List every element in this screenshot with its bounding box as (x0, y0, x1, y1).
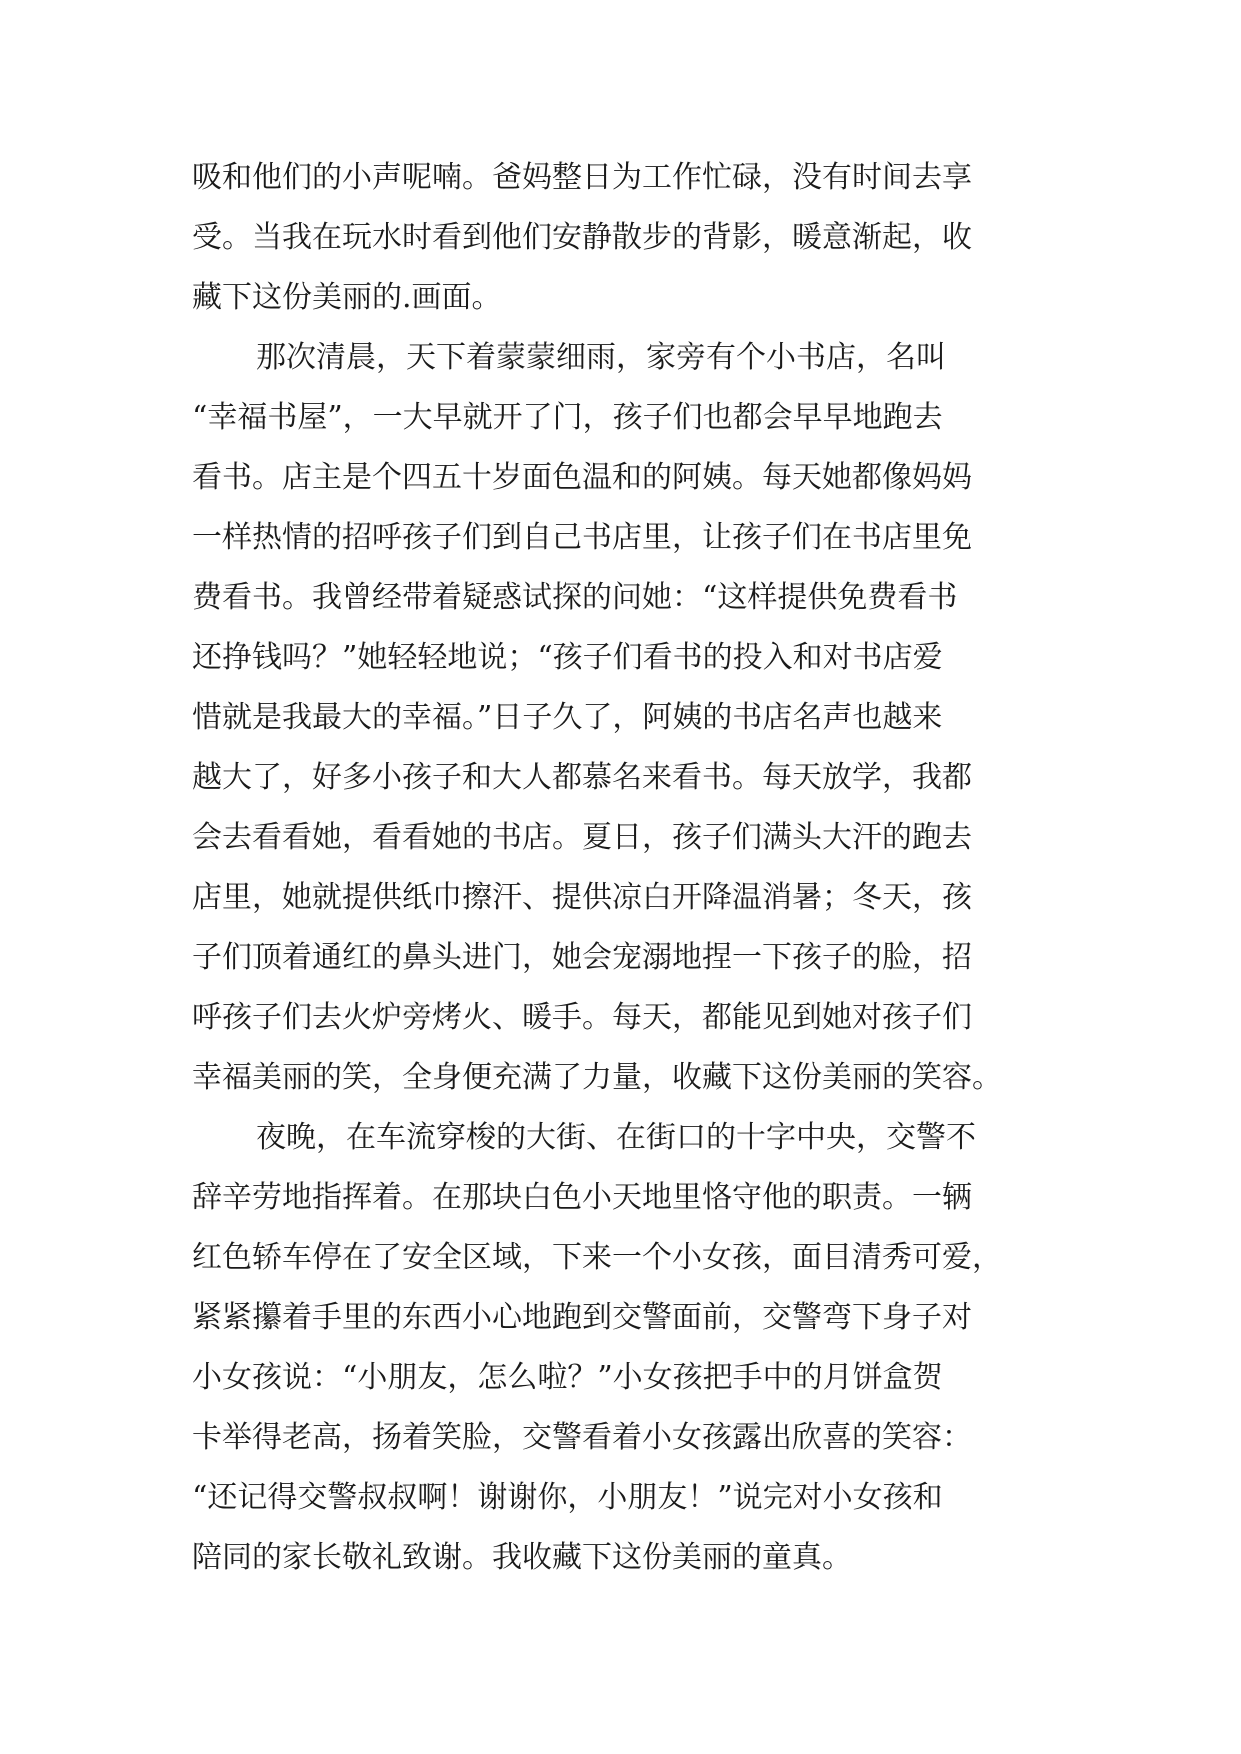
paragraph-line: 陪同的家长敬礼致谢。我收藏下这份美丽的童真。 (192, 1540, 852, 1575)
paragraph-line: “幸福书屋”，一大早就开了门，孩子们也都会早早地跑去 (192, 400, 943, 435)
paragraph-line: 幸福美丽的笑，全身便充满了力量，收藏下这份美丽的笑容。 (192, 1060, 1002, 1095)
paragraph-line: 吸和他们的小声呢喃。爸妈整日为工作忙碌，没有时间去享 (192, 160, 972, 195)
paragraph-line: 店里，她就提供纸巾擦汗、提供凉白开降温消暑；冬天，孩 (192, 880, 972, 915)
paragraph-line: 小女孩说：“小朋友，怎么啦？”小女孩把手中的月饼盒贺 (192, 1360, 943, 1395)
paragraph-line: 藏下这份美丽的.画面。 (192, 280, 502, 315)
paragraph-line: 费看书。我曾经带着疑惑试探的问她：“这样提供免费看书 (192, 580, 958, 615)
paragraph-line: 惜就是我最大的幸福。”日子久了，阿姨的书店名声也越来 (192, 700, 943, 735)
paragraph-line: 紧紧攥着手里的东西小心地跑到交警面前，交警弯下身子对 (192, 1300, 972, 1335)
paragraph-line: 辞辛劳地指挥着。在那块白色小天地里恪守他的职责。一辆 (192, 1180, 972, 1215)
article-body (192, 148, 1052, 1588)
paragraph-line: “还记得交警叔叔啊！谢谢你，小朋友！”说完对小女孩和 (192, 1480, 943, 1515)
paragraph-line: 那次清晨，天下着蒙蒙细雨，家旁有个小书店，名叫 (256, 340, 946, 375)
paragraph-line: 一样热情的招呼孩子们到自己书店里，让孩子们在书店里免 (192, 520, 972, 555)
paragraph-line: 夜晚，在车流穿梭的大街、在街口的十字中央，交警不 (256, 1120, 976, 1155)
paragraph (192, 1108, 1052, 1588)
paragraph-line: 受。当我在玩水时看到他们安静散步的背影，暖意渐起，收 (192, 220, 972, 255)
paragraph-line: 越大了，好多小孩子和大人都慕名来看书。每天放学，我都 (192, 760, 972, 795)
paragraph-line: 呼孩子们去火炉旁烤火、暖手。每天，都能见到她对孩子们 (192, 1000, 972, 1035)
paragraph-line: 红色轿车停在了安全区域，下来一个小女孩，面目清秀可爱， (192, 1240, 1002, 1275)
paragraph-line: 会去看看她，看看她的书店。夏日，孩子们满头大汗的跑去 (192, 820, 972, 855)
paragraph-line: 还挣钱吗？”她轻轻地说；“孩子们看书的投入和对书店爱 (192, 640, 943, 675)
paragraph (192, 148, 1052, 328)
paragraph-line: 看书。店主是个四五十岁面色温和的阿姨。每天她都像妈妈 (192, 460, 972, 495)
paragraph-line: 卡举得老高，扬着笑脸，交警看着小女孩露出欣喜的笑容： (192, 1420, 972, 1455)
paragraph (192, 328, 1052, 1108)
paragraph-line: 子们顶着通红的鼻头进门，她会宠溺地捏一下孩子的脸，招 (192, 940, 972, 975)
